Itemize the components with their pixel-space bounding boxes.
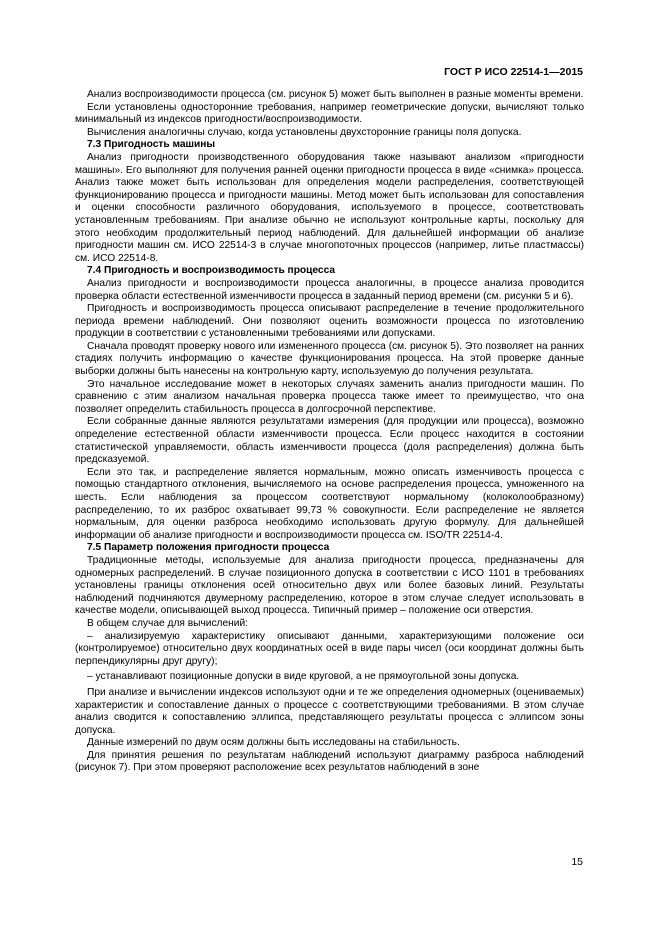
paragraph: Анализ пригодности и воспроизводимости процесса аналогичны, в процессе анализа проводится проверка области естественной изменчивости процесса в заданный период времени (см. рисунки 5 и 6). [75, 277, 584, 302]
list-item: – анализируемую характеристику описывают данными, характеризующими положение оси (контролируемое) относительно двух координатных осей в виде пары чисел (оси координат должны быть перпендикулярны друг другу); [75, 630, 584, 667]
paragraph: Сначала проводят проверку нового или измененного процесса (см. рисунок 5). Это позволяет на ранних стадиях получить информацию о качестве функционирования процесса. На этой проверке данные выборки должны быть нанесены на контрольную карту, используемую до получения результата. [75, 340, 584, 378]
section-heading-7-3: 7.3 Пригодность машины [87, 139, 216, 151]
paragraph: Данные измерений по двум осям должны быть исследованы на стабильность. [87, 737, 460, 749]
paragraph: Традиционные методы, используемые для анализа пригодности процесса, предназначены для одномерных распределений. В случае позиционного допуска в соответствии с ИСО 1101 в требованиях установлены границы отклонения осей относительно двух или более базовых линий. Результаты наблюдений подчиняются двумерному распределению, которое в этом случае следует использовать в качестве модели, описывающей выход процесса. Типичный пример – положение оси отверстия. [75, 554, 584, 617]
paragraph: Вычисления аналогичны случаю, когда установлены двухсторонние границы поля допуска. [87, 126, 522, 138]
paragraph: Если собранные данные являются результатами измерения (для продукции или процесса), возможно определение естественной области изменчивости процесса. Если процесс находится в состоянии статистической управляемости, область изменчивости процесса (доля распределения) должна быть предсказуемой. [75, 416, 584, 466]
section-heading-7-4: 7.4 Пригодность и воспроизводимость процесса [87, 265, 336, 277]
paragraph: Если это так, и распределение является нормальным, можно описать изменчивость процесса с помощью стандартного отклонения, вычисляемого на основе распределения процесса, умноженного на шесть. Если наблюдения за процессом соответствуют нормальному (колоколообразному) распределению, то их разброс охватывает 99,73 % совокупности. Если распределение не является нормальным, для оценки разброса необходимо использовать другую формулу. Для дальнейшей информации об анализе пригодности и воспроизводимости процесса см. ISO/TR 22514-4. [75, 466, 584, 541]
list-item: – устанавливают позиционные допуски в виде круговой, а не прямоугольной зоны допуска. [87, 671, 520, 683]
document-header: ГОСТ Р ИСО 22514-1—2015 [444, 66, 583, 78]
page-number: 15 [571, 856, 583, 868]
paragraph: Анализ воспроизводимости процесса (см. рисунок 5) может быть выполнен в разные моменты времени. [87, 89, 584, 100]
paragraph: Если установлены односторонние требования, например геометрические допуски, вычисляют только минимальный из индексов пригодности/воспроизводимости. [75, 101, 584, 126]
paragraph: При анализе и вычислении индексов используют одни и те же определения одномерных (оцениваемых) характеристик и сопоставление данных о процессе с соответствующими требованиями. В этом случае анализ сводится к сопоставлению эллипса, представляющего результаты процесса с эллипсом зоны допуска. [75, 686, 584, 736]
paragraph: Анализ пригодности производственного оборудования также называют анализом «пригодности машины». Его выполняют для получения ранней оценки пригодности процесса в виде «снимка» процесса. Анализ также может быть использован для определения модели распределения, соответствующей функционированию процесса и пригодности машины. Метод может быть использован для сопоставления и оценки способности различного оборудования, используемого в процессе, соответствовать установленным требованиям. При анализе обычно не используют контрольные карты, поскольку для этого необходим продолжительный период наблюдений. Для дальнейшей информации об анализе пригодности машин см. ИСО 22514-3 в случае многопоточных процессов (например, литье пластмассы) см. ИСО 22514-8. [75, 151, 584, 264]
section-heading-7-5: 7.5 Параметр положения пригодности процесса [87, 542, 330, 554]
paragraph: Для принятия решения по результатам наблюдений используют диаграмму разброса наблюдений (рисунок 7). При этом проверяют расположение всех результатов наблюдений в зоне [75, 749, 584, 774]
document-body [75, 89, 584, 775]
paragraph: Пригодность и воспроизводимость процесса описывают распределение в течение продолжительного периода времени наблюдений. Они позволяют оценить возможности процесса по изготовлению продукции в соответствии с установленными требованиями или допусками. [75, 303, 584, 340]
paragraph: В общем случае для вычислений: [87, 617, 249, 629]
paragraph: Это начальное исследование может в некоторых случаях заменить анализ пригодности машин. По сравнению с этим анализом начальная проверка процесса также имеет то преимущество, что она позволяет определить стабильность процесса в долгосрочной перспективе. [75, 378, 584, 415]
